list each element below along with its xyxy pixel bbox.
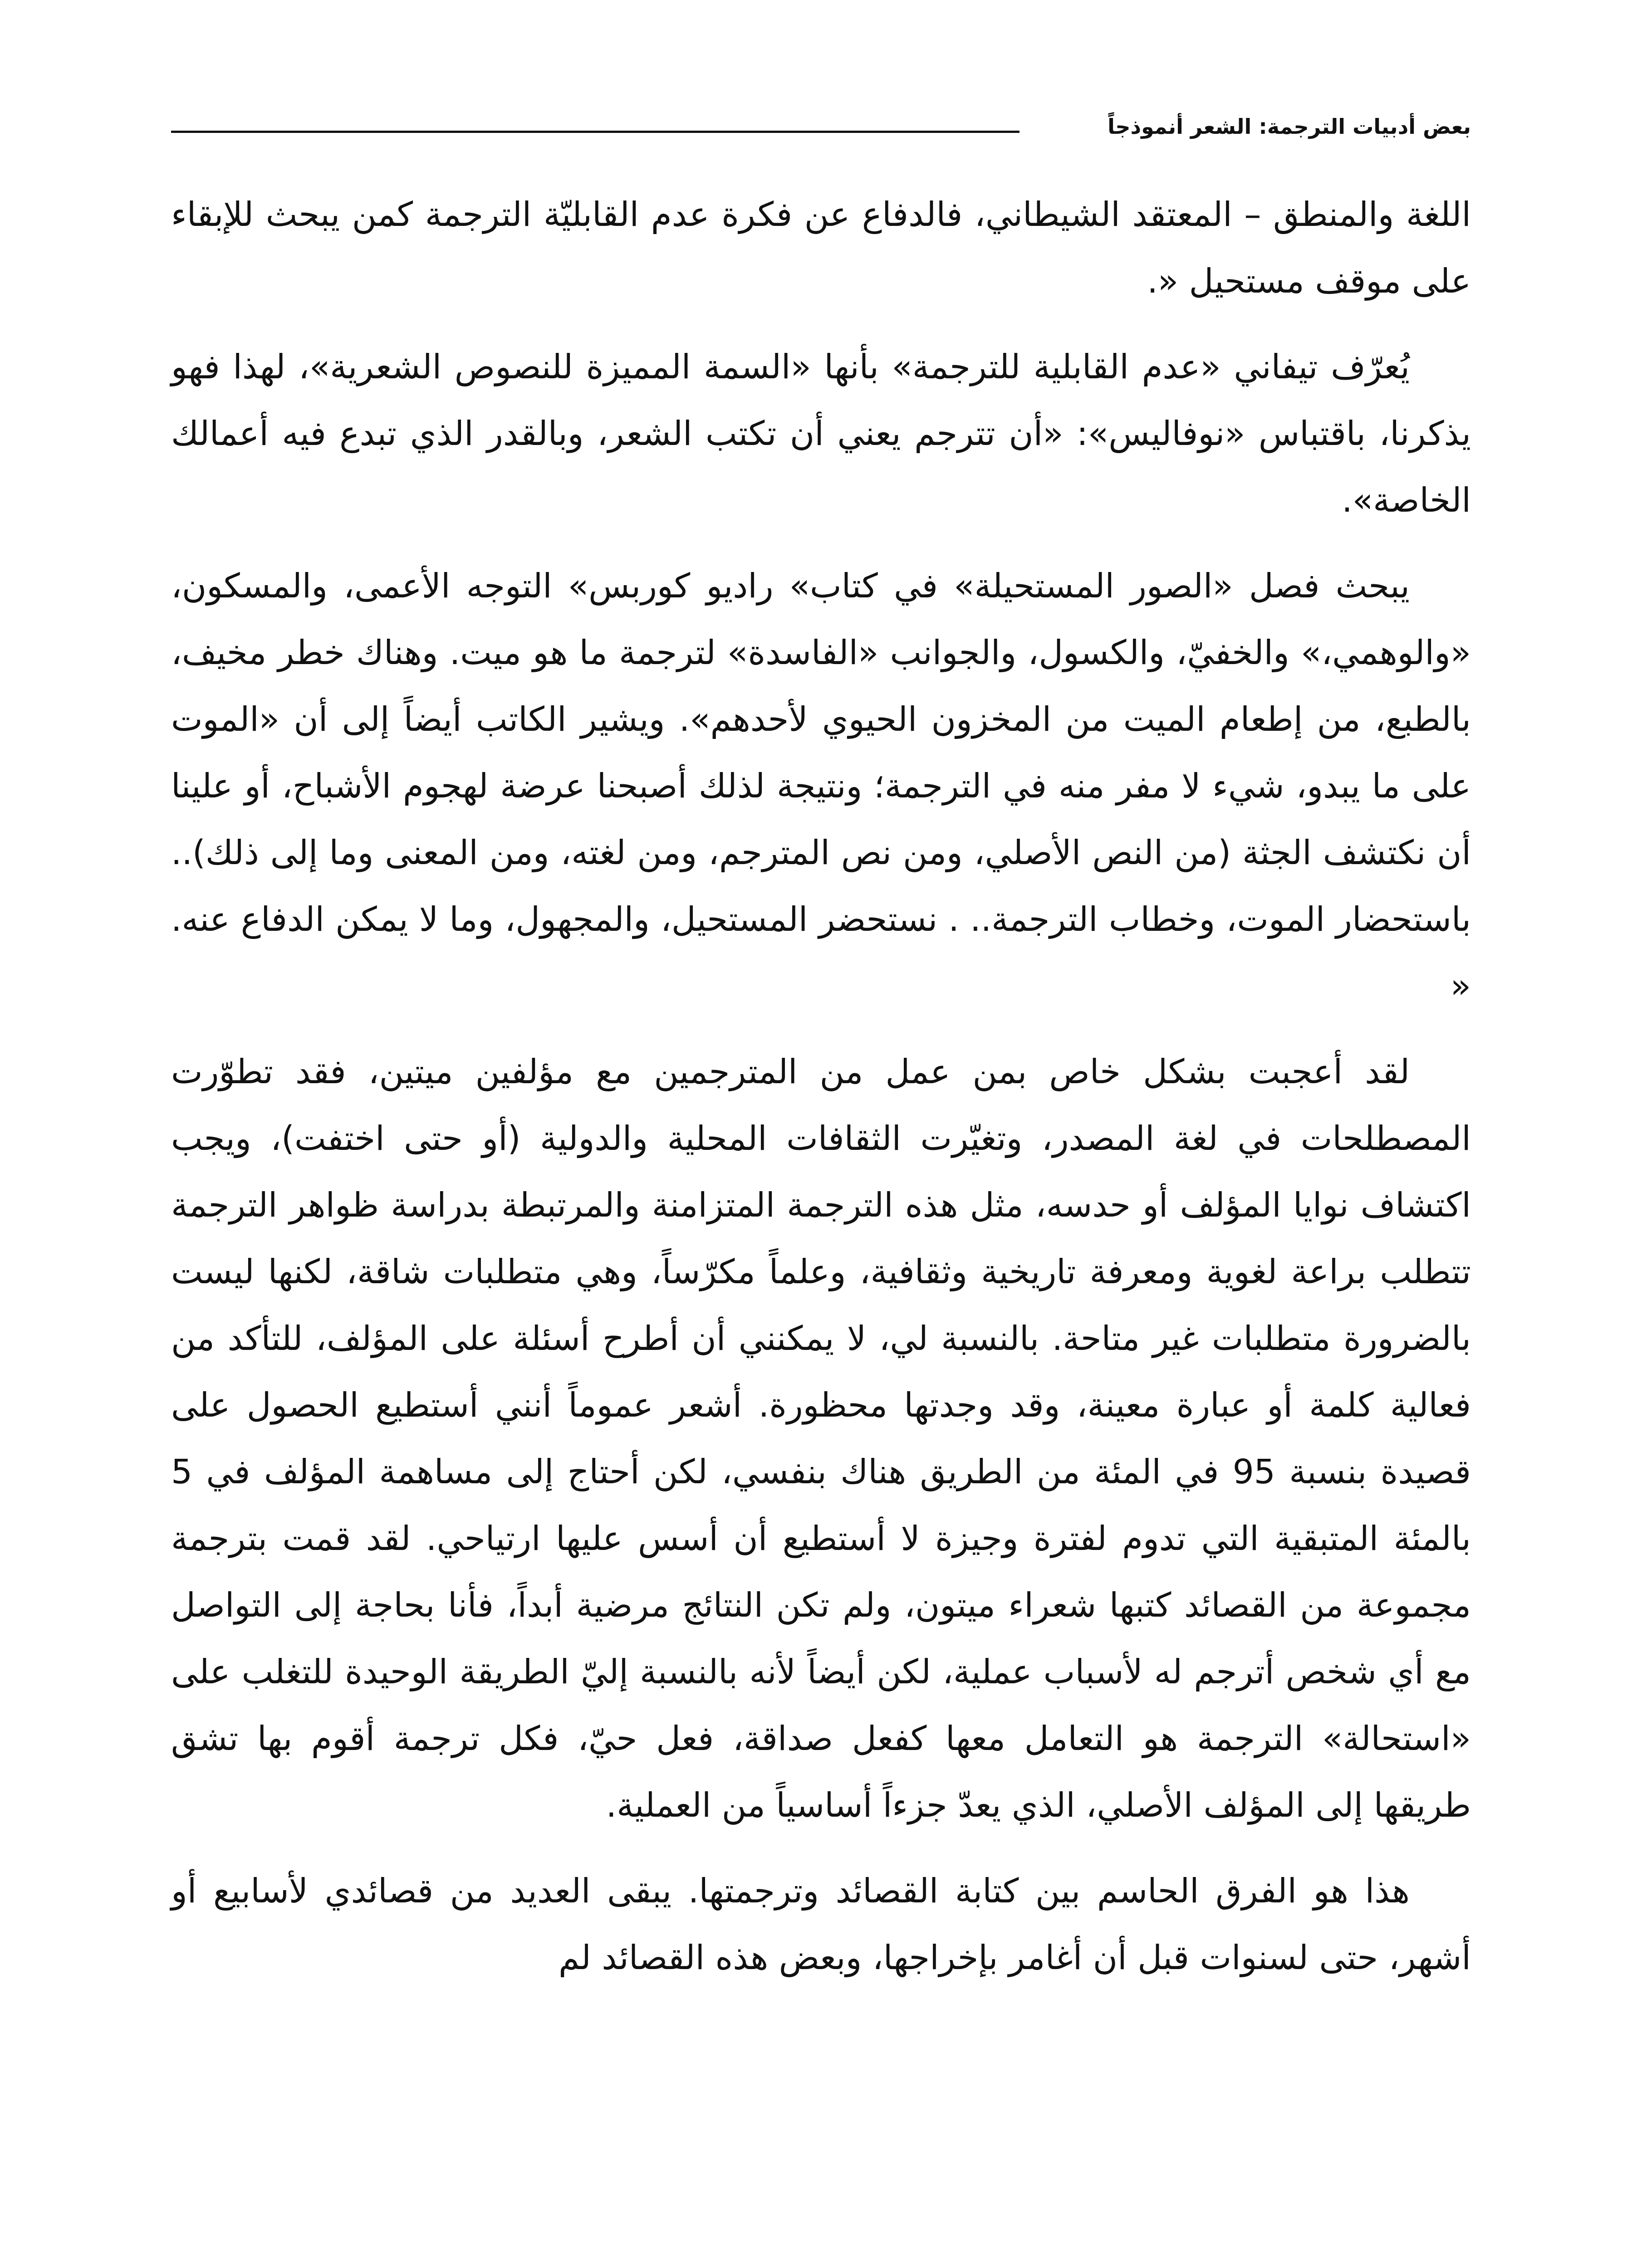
article-body xyxy=(171,181,1471,2010)
paragraph-continuation: اللغة والمنطق – المعتقد الشيطاني، فالدفاع عن فكرة عدم القابليّة الترجمة كمن يبحث للإبقاء على موقف مستحيل «. xyxy=(171,195,1471,301)
paragraph: لقد أعجبت بشكل خاص بمن عمل من المترجمين مع مؤلفين ميتين، فقد تطوّرت المصطلحات في لغة المصدر، وتغيّرت الثقافات المحلية والدولية (أو حتى اختفت)، ويجب اكتشاف نوايا المؤلف أو حدسه، مثل هذه الترجمة المتزامنة والمرتبطة بدراسة ظواهر الترجمة تتطلب براعة لغوية ومعرفة تاريخية وثقافية، وعلماً مكرّساً، وهي متطلبات شاقة، لكنها ليست بالضرورة متطلبات غير متاحة. بالنسبة لي، لا يمكنني أن أطرح أسئلة على المؤلف، للتأكد من فعالية كلمة أو عبارة معينة، وقد وجدتها محظورة. أشعر عموماً أنني أستطيع الحصول على قصيدة بنسبة 95 في المئة من الطريق هناك بنفسي، لكن أحتاج إلى مساهمة المؤلف في 5 بالمئة المتبقية التي تدوم لفترة وجيزة لا أستطيع أن أسس عليها ارتياحي. لقد قمت بترجمة مجموعة من القصائد كتبها شعراء ميتون، ولم تكن النتائج مرضية أبداً، فأنا بحاجة إلى التواصل مع أي شخص أترجم له لأسباب عملية، لكن أيضاً لأنه بالنسبة إليّ الطريقة الوحيدة للتغلب على «استحالة» الترجمة هو التعامل معها كفعل صداقة، فعل حيّ، فكل ترجمة أقوم بها تشق طريقها إلى المؤلف الأصلي، الذي يعدّ جزءاً أساسياً من العملية. xyxy=(171,1052,1471,1825)
running-header-title: بعض أدبيات الترجمة: الشعر أنموذجاً xyxy=(1108,114,1471,139)
paragraph: يبحث فصل «الصور المستحيلة» في كتاب» راديو كوربس» التوجه الأعمى، والمسكون، «والوهمي،» والخفيّ، والكسول، والجوانب «الفاسدة» لترجمة ما هو ميت. وهناك خطر مخيف، بالطبع، من إطعام الميت من المخزون الحيوي لأحدهم». ويشير الكاتب أيضاً إلى أن «الموت على ما يبدو، شيء لا مفر منه في الترجمة؛ ونتيجة لذلك أصبحنا عرضة لهجوم الأشباح، أو علينا أن نكتشف الجثة (من النص الأصلي، ومن نص المترجم، ومن لغته، ومن المعنى وما إلى ذلك).. باستحضار الموت، وخطاب الترجمة.. . نستحضر المستحيل، والمجهول، وما لا يمكن الدفاع عنه. « xyxy=(171,567,1471,1006)
paragraph: هذا هو الفرق الحاسم بين كتابة القصائد وترجمتها. يبقى العديد من قصائدي لأسابيع أو أشهر، حتى لسنوات قبل أن أغامر بإخراجها، وبعض هذه القصائد لم xyxy=(171,1872,1471,1977)
paragraph: يُعرّف تيفاني «عدم القابلية للترجمة» بأنها «السمة المميزة للنصوص الشعرية»، لهذا فهو يذكرنا، باقتباس «نوفاليس»: «أن تترجم يعني أن تكتب الشعر، وبالقدر الذي تبدع فيه أعمالك الخاصة». xyxy=(171,347,1471,520)
header-divider xyxy=(171,131,1020,133)
